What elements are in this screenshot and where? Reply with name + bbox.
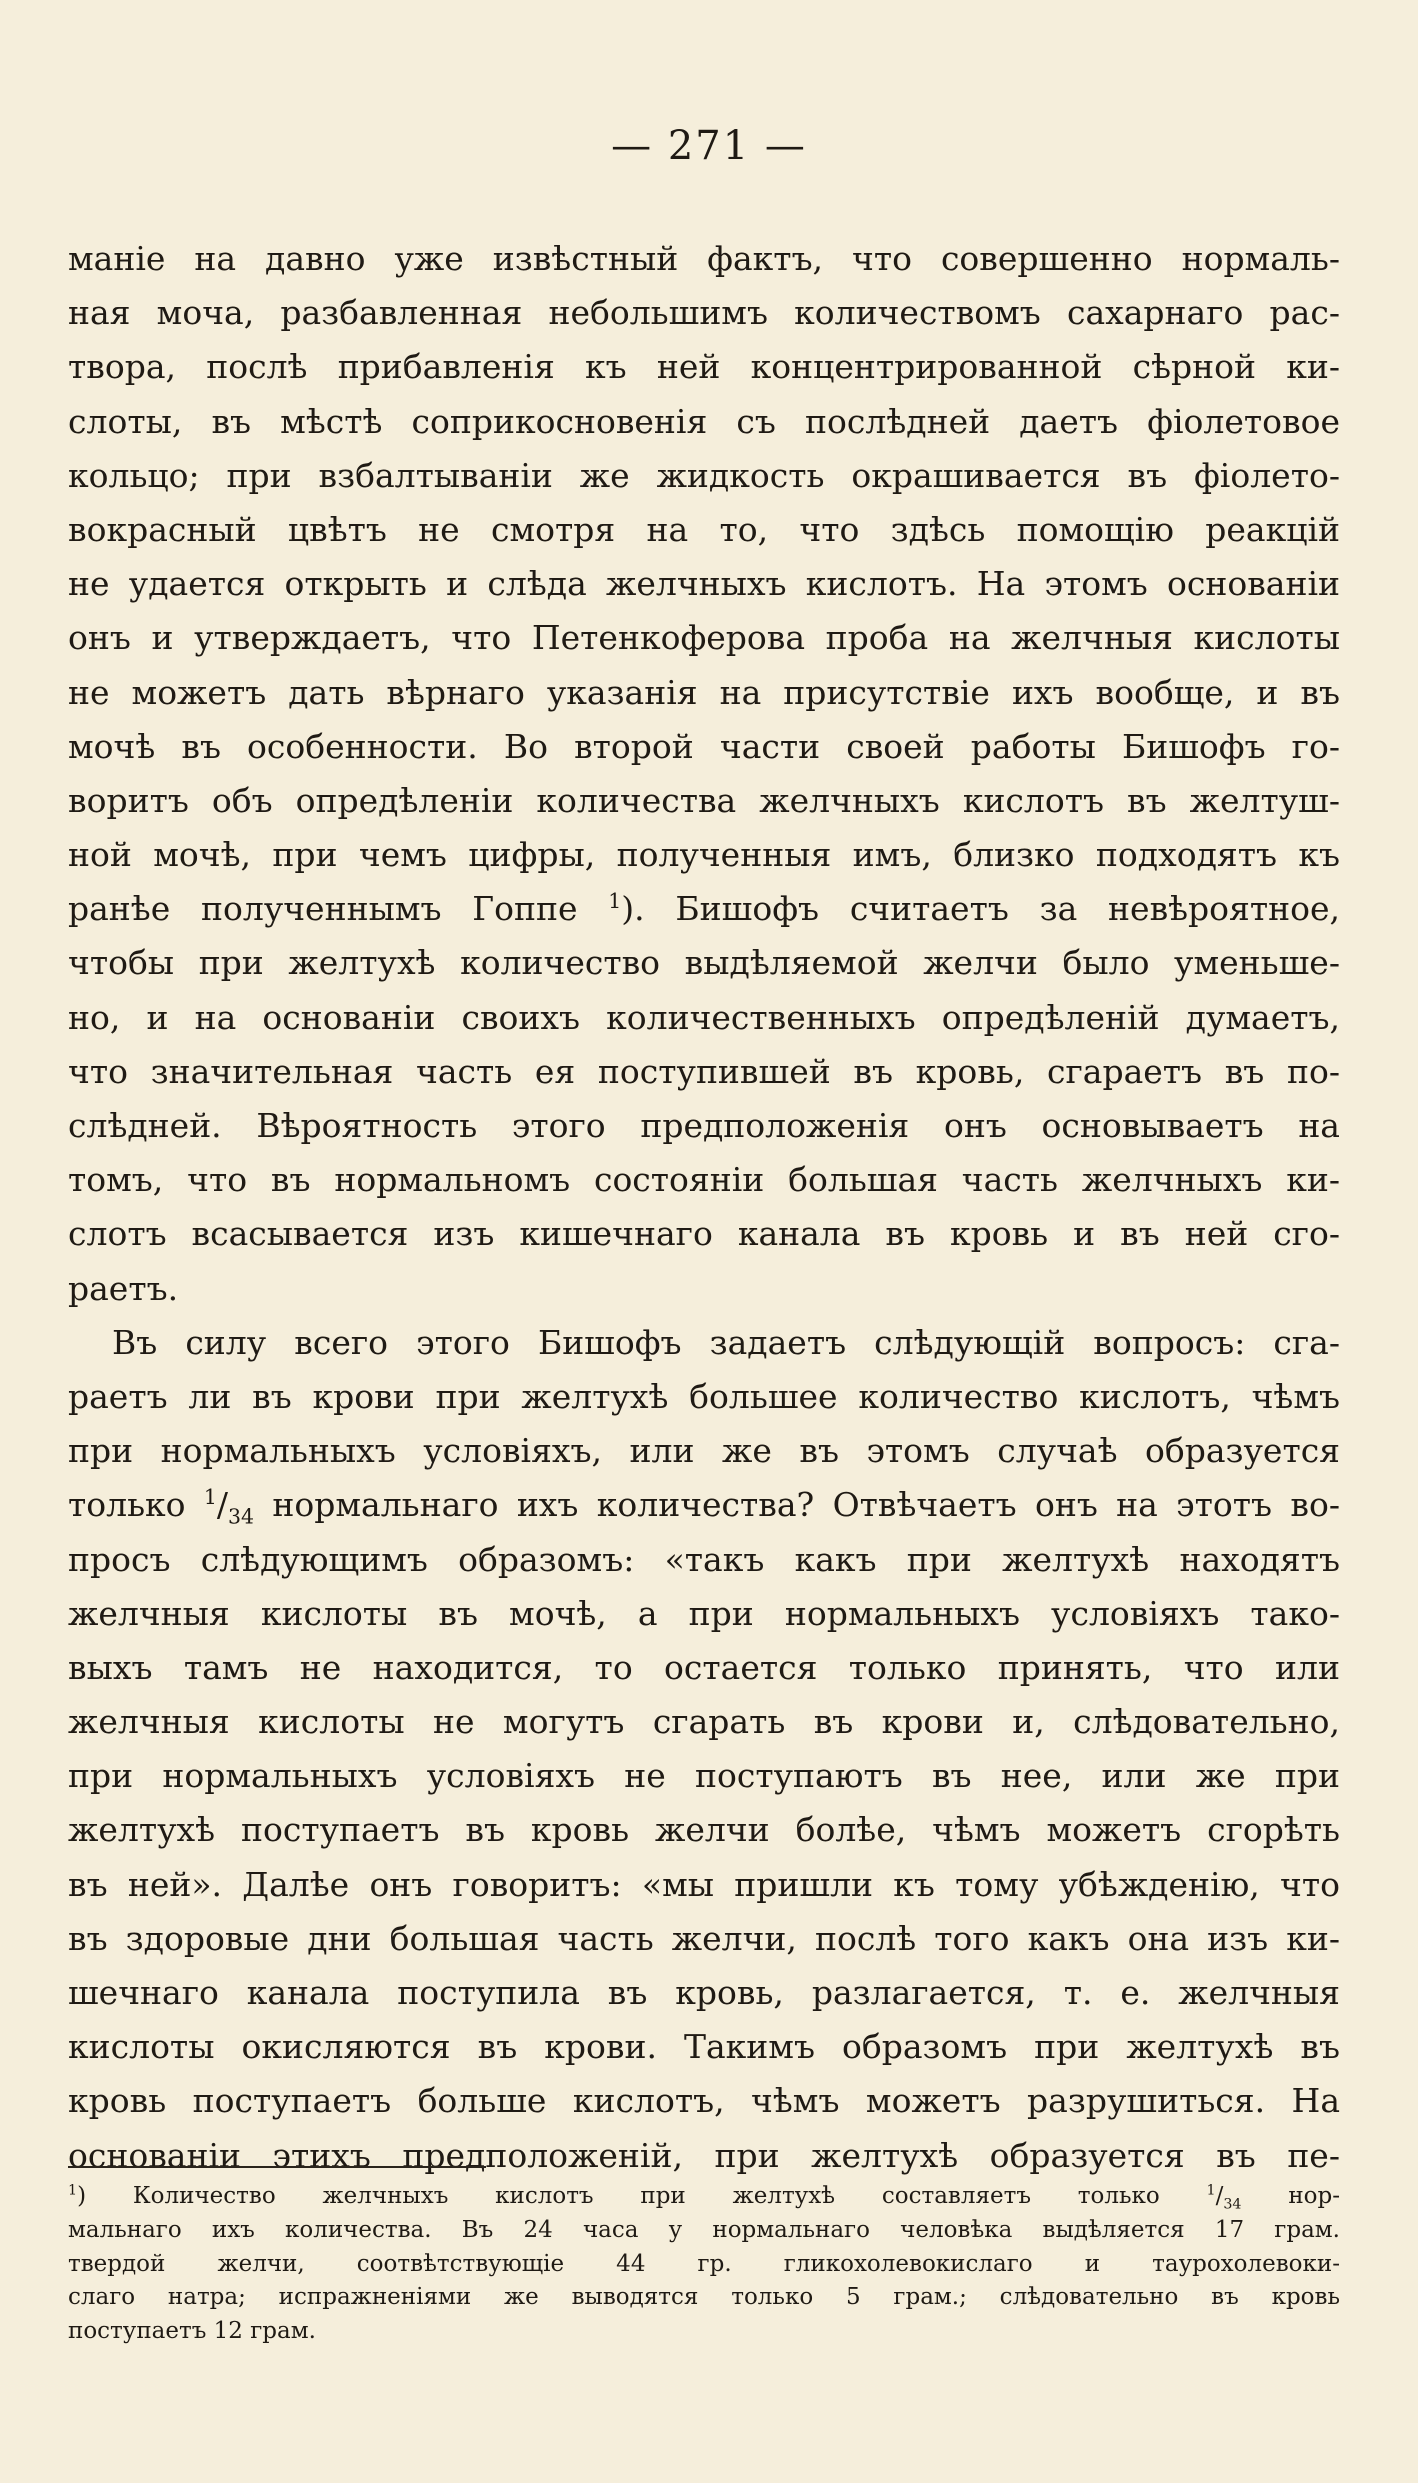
fraction-denominator: 34 [228, 1504, 255, 1529]
text-line: слѣдней. Вѣроятность этого предположенія онъ основываетъ на [68, 1106, 1340, 1145]
text-line: просъ слѣдующимъ образомъ: «такъ какъ при желтухѣ находятъ [68, 1539, 1340, 1579]
text-line: раетъ. [68, 1268, 179, 1308]
fraction-slash: / [216, 1485, 229, 1525]
text-fragment: ) Количество желчныхъ кислотъ при желтухѣ составляетъ только [77, 2183, 1207, 2209]
footnote-line: мальнаго ихъ количества. Въ 24 часа у нормальнаго человѣка выдѣляется 17 грам. [68, 2216, 1340, 2243]
text-line: при нормальныхъ условіяхъ не поступаютъ въ нее, или же при [68, 1756, 1340, 1796]
text-line: желчныя кислоты не могутъ сгарать въ крови и, слѣдовательно, [68, 1702, 1340, 1742]
fraction-denominator: 34 [1223, 2196, 1242, 2213]
text-line: но, и на основаніи своихъ количественныхъ опредѣленій думаетъ, [68, 997, 1340, 1037]
text-line: онъ и утверждаетъ, что Петенкоферова проба на желчныя кислоты [68, 618, 1340, 658]
footnote-divider [68, 2166, 486, 2168]
footnote-line: поступаетъ 12 грам. [68, 2318, 316, 2345]
text-line: желтухѣ поступаетъ въ кровь желчи болѣе, чѣмъ можетъ сгорѣть [68, 1810, 1340, 1850]
footnote-line: твердой желчи, соотвѣтствующіе 44 гр. гликохолевокислаго и таурохолевоки- [68, 2250, 1340, 2277]
text-fragment: нормальнаго ихъ количества? Отвѣчаетъ онъ на этотъ во- [254, 1485, 1340, 1525]
footnote-line [68, 2180, 1340, 2214]
text-line: желчныя кислоты въ мочѣ, а при нормальныхъ условіяхъ тако- [68, 1593, 1340, 1633]
text-line: не можетъ дать вѣрнаго указанія на присутствіе ихъ вообще, и въ [68, 672, 1340, 712]
text-line: кровь поступаетъ больше кислотъ, чѣмъ можетъ разрушиться. На [68, 2081, 1340, 2121]
text-line: раетъ ли въ крови при желтухѣ большее количество кислотъ, чѣмъ [68, 1376, 1340, 1416]
text-line: томъ, что въ нормальномъ состояніи большая часть желчныхъ ки- [68, 1160, 1340, 1200]
footnote-line: слаго натра; испражненіями же выводятся только 5 грам.; слѣдовательно въ кровь [68, 2284, 1340, 2311]
body-text [68, 232, 1340, 2183]
fraction-numerator: 1 [1206, 2182, 1216, 2199]
text-line-with-fraction [68, 1478, 1340, 1532]
text-fragment: ). Бишофъ считаетъ за невѣроятное, [621, 889, 1340, 929]
text-line: не удается открыть и слѣда желчныхъ кислотъ. На этомъ основаніи [68, 564, 1340, 604]
text-line: Въ силу всего этого Бишофъ задаетъ слѣдующій вопросъ: сга- [112, 1322, 1340, 1362]
text-fragment: нор- [1241, 2183, 1340, 2209]
text-line: выхъ тамъ не находится, то остается только принять, что или [68, 1647, 1340, 1687]
fraction-slash: / [1215, 2183, 1224, 2209]
footnote-reference: 1 [608, 889, 622, 914]
text-line: чтобы при желтухѣ количество выдѣляемой желчи было уменьше- [68, 943, 1340, 983]
text-line: воритъ объ опредѣленіи количества желчныхъ кислотъ въ желтуш- [68, 780, 1340, 820]
text-fragment: только [68, 1485, 204, 1525]
text-line: въ ней». Далѣе онъ говоритъ: «мы пришли къ тому убѣжденію, что [68, 1864, 1340, 1904]
page-number: — 271 — [611, 123, 807, 169]
text-line: мочѣ въ особенности. Во второй части своей работы Бишофъ го- [68, 726, 1340, 766]
footnote-marker: 1 [68, 2182, 78, 2199]
text-line: ная моча, разбавленная небольшимъ количествомъ сахарнаго рас- [68, 293, 1340, 333]
text-fragment: ранѣе полученнымъ Гоппе [68, 889, 609, 929]
text-line: при нормальныхъ условіяхъ, или же въ этомъ случаѣ образуется [68, 1431, 1340, 1471]
text-line: что значительная часть ея поступившей въ кровь, сгараетъ въ по- [68, 1051, 1340, 1091]
text-line: маніе на давно уже извѣстный фактъ, что совершенно нормаль- [68, 239, 1340, 278]
text-line: слотъ всасывается изъ кишечнаго канала въ кровь и въ ней сго- [68, 1214, 1340, 1254]
footnote [68, 2180, 1340, 2349]
text-line: слоты, въ мѣстѣ соприкосновенія съ послѣдней даетъ фіолетовое [68, 401, 1340, 441]
text-line: твора, послѣ прибавленія къ ней концентрированной сѣрной ки- [68, 347, 1340, 387]
text-line-with-footnote-ref [68, 882, 1340, 936]
text-line: основаніи этихъ предположеній, при желтухѣ образуется въ пе- [68, 2135, 1340, 2175]
text-line: ной мочѣ, при чемъ цифры, полученныя имъ, близко подходятъ къ [68, 835, 1340, 875]
text-line: въ здоровые дни большая часть желчи, послѣ того какъ она изъ ки- [68, 1918, 1340, 1958]
text-line: кольцо; при взбалтываніи же жидкость окрашивается въ фіолето- [68, 455, 1340, 495]
text-line: кислоты окисляются въ крови. Такимъ образомъ при желтухѣ въ [68, 2027, 1340, 2067]
fraction-numerator: 1 [203, 1485, 217, 1510]
text-line: шечнаго канала поступила въ кровь, разлагается, т. е. желчныя [68, 1973, 1340, 2012]
text-line: вокрасный цвѣтъ не смотря на то, что здѣсь помощію реакцій [68, 509, 1340, 549]
